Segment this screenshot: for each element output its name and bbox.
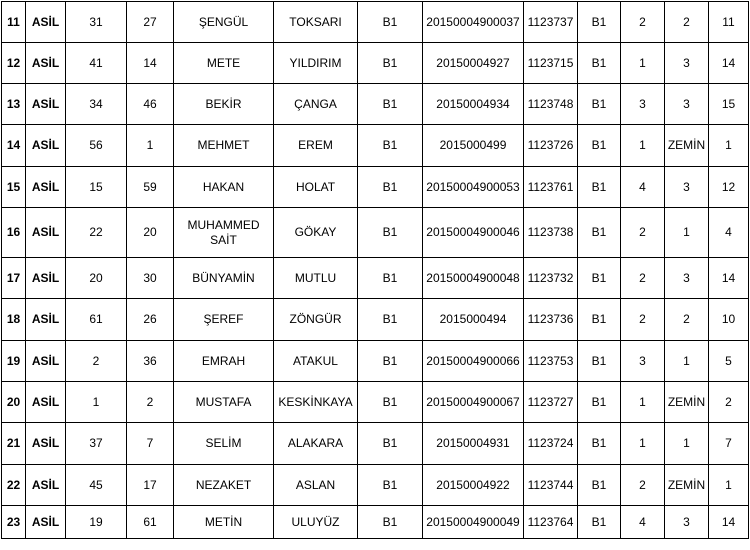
id-cell: 1123715 [524, 43, 578, 84]
status-cell: ASİL [26, 84, 66, 125]
room-cell: 14 [709, 43, 749, 84]
id-cell: 1123738 [524, 208, 578, 258]
first-name-cell: MUHAMMED SAİT [174, 208, 274, 258]
application-number-cell: 2015000499 [423, 125, 524, 167]
first-name-cell: ŞENGÜL [174, 2, 274, 43]
first-name-cell: ŞEREF [174, 299, 274, 341]
group-cell: B1 [358, 84, 423, 125]
floor-cell: 2 [621, 208, 665, 258]
score-cell: 15 [66, 167, 127, 208]
first-name-cell: HAKAN [174, 167, 274, 208]
group-cell: B1 [358, 208, 423, 258]
room-cell: 12 [709, 167, 749, 208]
status-cell: ASİL [26, 423, 66, 465]
block-cell: 2 [665, 299, 709, 341]
block-cell: 2 [665, 2, 709, 43]
group-cell: B1 [358, 43, 423, 84]
table-row [2, 423, 749, 465]
level-cell: B1 [578, 506, 621, 539]
application-number-cell: 20150004900046 [423, 208, 524, 258]
application-number-cell: 20150004900048 [423, 258, 524, 299]
application-number-cell: 20150004922 [423, 465, 524, 506]
level-cell: B1 [578, 258, 621, 299]
rank-cell: 20 [127, 208, 174, 258]
rank-cell: 61 [127, 506, 174, 539]
rank-cell: 26 [127, 299, 174, 341]
table-row [2, 299, 749, 341]
block-cell: ZEMİN [665, 125, 709, 167]
group-cell: B1 [358, 506, 423, 539]
last-name-cell: ULUYÜZ [274, 506, 358, 539]
floor-cell: 2 [621, 258, 665, 299]
last-name-cell: ATAKUL [274, 341, 358, 382]
group-cell: B1 [358, 382, 423, 423]
score-cell: 37 [66, 423, 127, 465]
level-cell: B1 [578, 341, 621, 382]
table-body [2, 2, 749, 539]
last-name-cell: TOKSARI [274, 2, 358, 43]
group-cell: B1 [358, 125, 423, 167]
list-table [1, 1, 749, 539]
row-number-cell: 17 [2, 258, 26, 299]
status-cell: ASİL [26, 299, 66, 341]
floor-cell: 4 [621, 506, 665, 539]
table-row [2, 125, 749, 167]
block-cell: 1 [665, 423, 709, 465]
first-name-cell: MUSTAFA [174, 382, 274, 423]
id-cell: 1123724 [524, 423, 578, 465]
block-cell: 3 [665, 506, 709, 539]
block-cell: 1 [665, 208, 709, 258]
first-name-cell: METE [174, 43, 274, 84]
score-cell: 22 [66, 208, 127, 258]
application-number-cell: 20150004900049 [423, 506, 524, 539]
rank-cell: 14 [127, 43, 174, 84]
first-name-cell: SELİM [174, 423, 274, 465]
floor-cell: 3 [621, 84, 665, 125]
status-cell: ASİL [26, 43, 66, 84]
first-name-cell: BÜNYAMİN [174, 258, 274, 299]
score-cell: 34 [66, 84, 127, 125]
last-name-cell: ÇANGA [274, 84, 358, 125]
score-cell: 1 [66, 382, 127, 423]
application-number-cell: 20150004927 [423, 43, 524, 84]
score-cell: 2 [66, 341, 127, 382]
last-name-cell: HOLAT [274, 167, 358, 208]
rank-cell: 27 [127, 2, 174, 43]
last-name-cell: EREM [274, 125, 358, 167]
status-cell: ASİL [26, 125, 66, 167]
id-cell: 1123748 [524, 84, 578, 125]
block-cell: 3 [665, 43, 709, 84]
first-name-cell: BEKİR [174, 84, 274, 125]
floor-cell: 2 [621, 299, 665, 341]
id-cell: 1123761 [524, 167, 578, 208]
id-cell: 1123737 [524, 2, 578, 43]
status-cell: ASİL [26, 382, 66, 423]
group-cell: B1 [358, 258, 423, 299]
table-row [2, 341, 749, 382]
room-cell: 14 [709, 506, 749, 539]
room-cell: 15 [709, 84, 749, 125]
row-number-cell: 19 [2, 341, 26, 382]
application-number-cell: 2015000494 [423, 299, 524, 341]
score-cell: 19 [66, 506, 127, 539]
row-number-cell: 12 [2, 43, 26, 84]
block-cell: 3 [665, 258, 709, 299]
row-number-cell: 16 [2, 208, 26, 258]
first-name-cell: MEHMET [174, 125, 274, 167]
application-number-cell: 20150004931 [423, 423, 524, 465]
row-number-cell: 18 [2, 299, 26, 341]
level-cell: B1 [578, 167, 621, 208]
id-cell: 1123753 [524, 341, 578, 382]
row-number-cell: 13 [2, 84, 26, 125]
status-cell: ASİL [26, 465, 66, 506]
status-cell: ASİL [26, 341, 66, 382]
table-row [2, 167, 749, 208]
level-cell: B1 [578, 208, 621, 258]
status-cell: ASİL [26, 208, 66, 258]
application-number-cell: 20150004900053 [423, 167, 524, 208]
rank-cell: 2 [127, 382, 174, 423]
block-cell: 1 [665, 341, 709, 382]
score-cell: 41 [66, 43, 127, 84]
score-cell: 45 [66, 465, 127, 506]
table-row [2, 506, 749, 539]
row-number-cell: 14 [2, 125, 26, 167]
status-cell: ASİL [26, 506, 66, 539]
row-number-cell: 15 [2, 167, 26, 208]
table-row [2, 43, 749, 84]
floor-cell: 1 [621, 382, 665, 423]
table-row [2, 84, 749, 125]
last-name-cell: YILDIRIM [274, 43, 358, 84]
block-cell: ZEMİN [665, 465, 709, 506]
floor-cell: 1 [621, 43, 665, 84]
level-cell: B1 [578, 125, 621, 167]
score-cell: 56 [66, 125, 127, 167]
table-row [2, 258, 749, 299]
table-row [2, 465, 749, 506]
group-cell: B1 [358, 167, 423, 208]
id-cell: 1123764 [524, 506, 578, 539]
group-cell: B1 [358, 465, 423, 506]
floor-cell: 1 [621, 423, 665, 465]
room-cell: 2 [709, 382, 749, 423]
block-cell: 3 [665, 167, 709, 208]
group-cell: B1 [358, 299, 423, 341]
application-number-cell: 20150004900067 [423, 382, 524, 423]
score-cell: 61 [66, 299, 127, 341]
room-cell: 14 [709, 258, 749, 299]
level-cell: B1 [578, 84, 621, 125]
room-cell: 10 [709, 299, 749, 341]
room-cell: 1 [709, 125, 749, 167]
floor-cell: 2 [621, 465, 665, 506]
rank-cell: 36 [127, 341, 174, 382]
id-cell: 1123726 [524, 125, 578, 167]
last-name-cell: KESKİNKAYA [274, 382, 358, 423]
group-cell: B1 [358, 423, 423, 465]
last-name-cell: ZÖNGÜR [274, 299, 358, 341]
room-cell: 11 [709, 2, 749, 43]
row-number-cell: 11 [2, 2, 26, 43]
id-cell: 1123732 [524, 258, 578, 299]
first-name-cell: METİN [174, 506, 274, 539]
application-number-cell: 20150004900037 [423, 2, 524, 43]
rank-cell: 7 [127, 423, 174, 465]
first-name-cell: NEZAKET [174, 465, 274, 506]
room-cell: 1 [709, 465, 749, 506]
level-cell: B1 [578, 382, 621, 423]
row-number-cell: 22 [2, 465, 26, 506]
block-cell: ZEMİN [665, 382, 709, 423]
last-name-cell: ASLAN [274, 465, 358, 506]
last-name-cell: GÖKAY [274, 208, 358, 258]
score-cell: 31 [66, 2, 127, 43]
rank-cell: 1 [127, 125, 174, 167]
application-number-cell: 20150004934 [423, 84, 524, 125]
status-cell: ASİL [26, 167, 66, 208]
last-name-cell: ALAKARA [274, 423, 358, 465]
block-cell: 3 [665, 84, 709, 125]
level-cell: B1 [578, 423, 621, 465]
level-cell: B1 [578, 2, 621, 43]
id-cell: 1123736 [524, 299, 578, 341]
rank-cell: 30 [127, 258, 174, 299]
room-cell: 7 [709, 423, 749, 465]
first-name-cell: EMRAH [174, 341, 274, 382]
floor-cell: 3 [621, 341, 665, 382]
room-cell: 5 [709, 341, 749, 382]
level-cell: B1 [578, 43, 621, 84]
table-row [2, 2, 749, 43]
floor-cell: 4 [621, 167, 665, 208]
last-name-cell: MUTLU [274, 258, 358, 299]
row-number-cell: 23 [2, 506, 26, 539]
id-cell: 1123727 [524, 382, 578, 423]
level-cell: B1 [578, 465, 621, 506]
application-number-cell: 20150004900066 [423, 341, 524, 382]
status-cell: ASİL [26, 258, 66, 299]
status-cell: ASİL [26, 2, 66, 43]
floor-cell: 1 [621, 125, 665, 167]
table-row [2, 382, 749, 423]
id-cell: 1123744 [524, 465, 578, 506]
rank-cell: 59 [127, 167, 174, 208]
row-number-cell: 21 [2, 423, 26, 465]
score-cell: 20 [66, 258, 127, 299]
row-number-cell: 20 [2, 382, 26, 423]
group-cell: B1 [358, 2, 423, 43]
level-cell: B1 [578, 299, 621, 341]
rank-cell: 17 [127, 465, 174, 506]
table-row [2, 208, 749, 258]
floor-cell: 2 [621, 2, 665, 43]
room-cell: 4 [709, 208, 749, 258]
rank-cell: 46 [127, 84, 174, 125]
group-cell: B1 [358, 341, 423, 382]
